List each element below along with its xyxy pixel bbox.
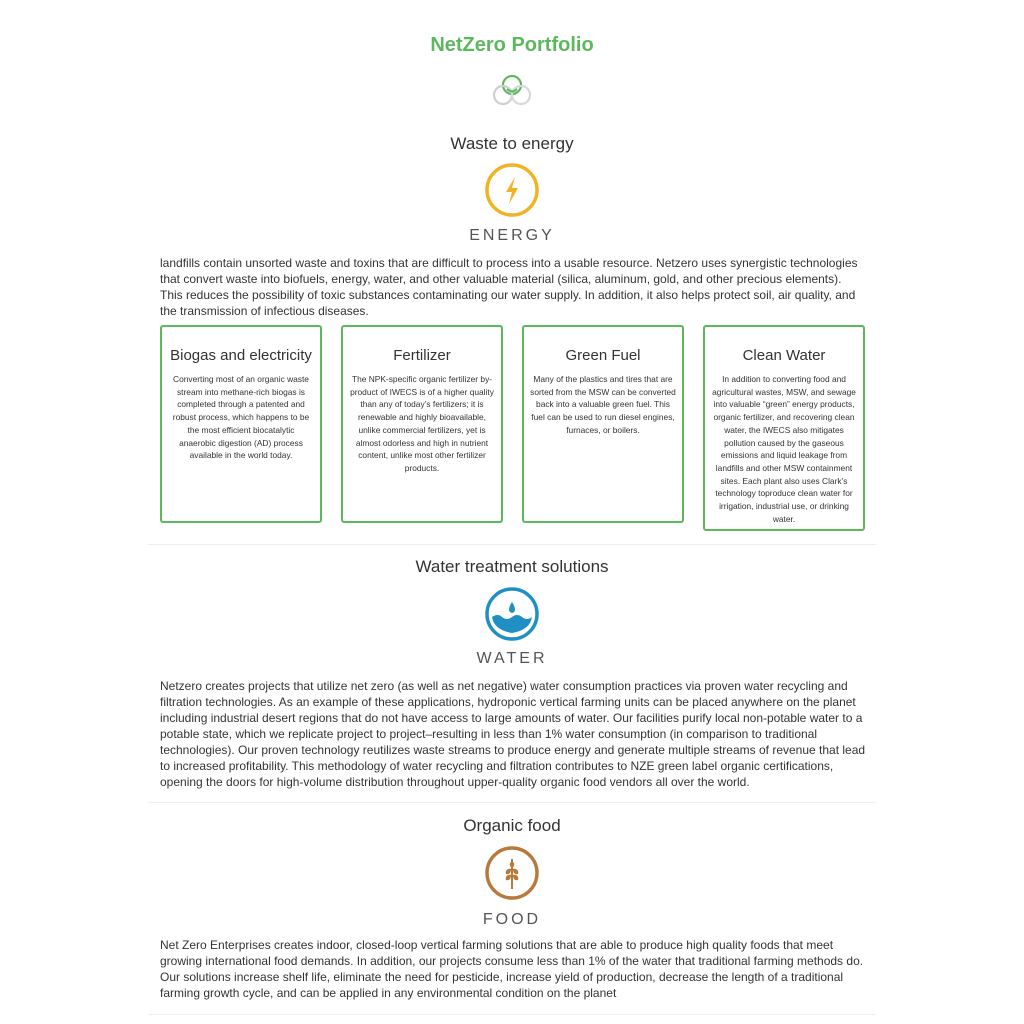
food-section-title: Organic food bbox=[463, 816, 561, 835]
energy-paragraph: landfills contain unsorted waste and toxins that are difficult to process into a usable resource. Netzero uses synergistic technologies that convert waste into biofuels, energy, water, and other valuable material (silica, aluminum, gold, and other precious elements). This reduces the possibility of toxic substances contaminating our water supply. In addition, it also helps protect soil, air quality, and the transmission of infectious diseases. bbox=[160, 256, 858, 318]
water-drop-icon bbox=[484, 586, 540, 642]
wheat-icon bbox=[484, 845, 540, 901]
card-title: Fertilizer bbox=[393, 347, 451, 364]
section-divider bbox=[148, 802, 876, 803]
page-title: NetZero Portfolio bbox=[430, 34, 594, 56]
card-fertilizer bbox=[341, 325, 503, 523]
lightning-bolt-icon bbox=[484, 162, 540, 218]
card-body: In addition to converting food and agricultural wastes, MSW, and sewage into valuable “green” energy products, organic fertilizer, and recovering clean water, the IWECS also mitigates pollution caused by the gaseous emissions and liquid leakage from landfills and other MSW containment sites. Each plant also uses Clark’s technology toproduce clean water for irrigation, industrial use, or drinking water. bbox=[712, 374, 856, 524]
card-green-fuel bbox=[522, 325, 684, 523]
section-divider bbox=[148, 1014, 876, 1015]
card-clean-water bbox=[703, 325, 865, 531]
card-title: Clean Water bbox=[742, 347, 826, 364]
food-icon-label: FOOD bbox=[482, 911, 542, 928]
water-paragraph: Netzero creates projects that utilize net zero (as well as net negative) water consumption practices via proven water recycling and filtration technologies. As an example of these applications, hydroponic vertical farming units can be placed anywhere on the planet including industrial desert regions that do not have access to large amounts of water. Our facilities purify local non-potable water to a potable state, which we replicate project to project–resulting in less than 1% water consumption (in comparison to traditional technologies). Our proven technology reutilizes waste streams to produce energy and generate multiple streams of revenue that lead to increased profitability. This methodology of water recycling and filtration contributes to NZE green label organic certifications, opening the doors for high-volume distribution throughout upper-quality organic food vendors all over the world. bbox=[160, 679, 866, 789]
energy-icon-label: ENERGY bbox=[469, 227, 555, 244]
card-biogas bbox=[160, 325, 322, 523]
card-body: Converting most of an organic waste stream into methane-rich biogas is completed through a patented and robust process, which happens to be the most efficient biocatalytic anaerobic digestion (AD) process available in the world today. bbox=[172, 374, 310, 461]
card-body: Many of the plastics and tires that are sorted from the MSW can be converted back into a valuable green fuel. This fuel can be used to run diesel engines, furnaces, or boilers. bbox=[530, 374, 676, 435]
section-divider bbox=[148, 544, 876, 545]
water-icon-label: WATER bbox=[476, 650, 548, 667]
interlocking-rings-logo-icon bbox=[490, 72, 534, 108]
card-body: The NPK-specific organic fertilizer by-product of IWECS is of a higher quality than any of today’s fertilizers; it is renewable and highly bioavailable, unlike commercial fertilizers, yet is almost odorless and high in nutrient content, unlike most other fertilizer products. bbox=[350, 374, 494, 473]
energy-section-title: Waste to energy bbox=[450, 134, 574, 153]
water-section-title: Water treatment solutions bbox=[415, 557, 609, 576]
card-title: Biogas and electricity bbox=[170, 347, 312, 364]
card-title: Green Fuel bbox=[565, 347, 641, 364]
food-paragraph: Net Zero Enterprises creates indoor, closed-loop vertical farming solutions that are able to produce high quality foods that meet growing international food demands. In addition, our projects consume less than 1% of the water that traditional farming methods do. Our solutions increase shelf life, eliminate the need for pesticide, increase yield of production, decrease the length of a traditional farming growth cycle, and can be applied in any environmental condition on the planet bbox=[160, 938, 864, 1000]
